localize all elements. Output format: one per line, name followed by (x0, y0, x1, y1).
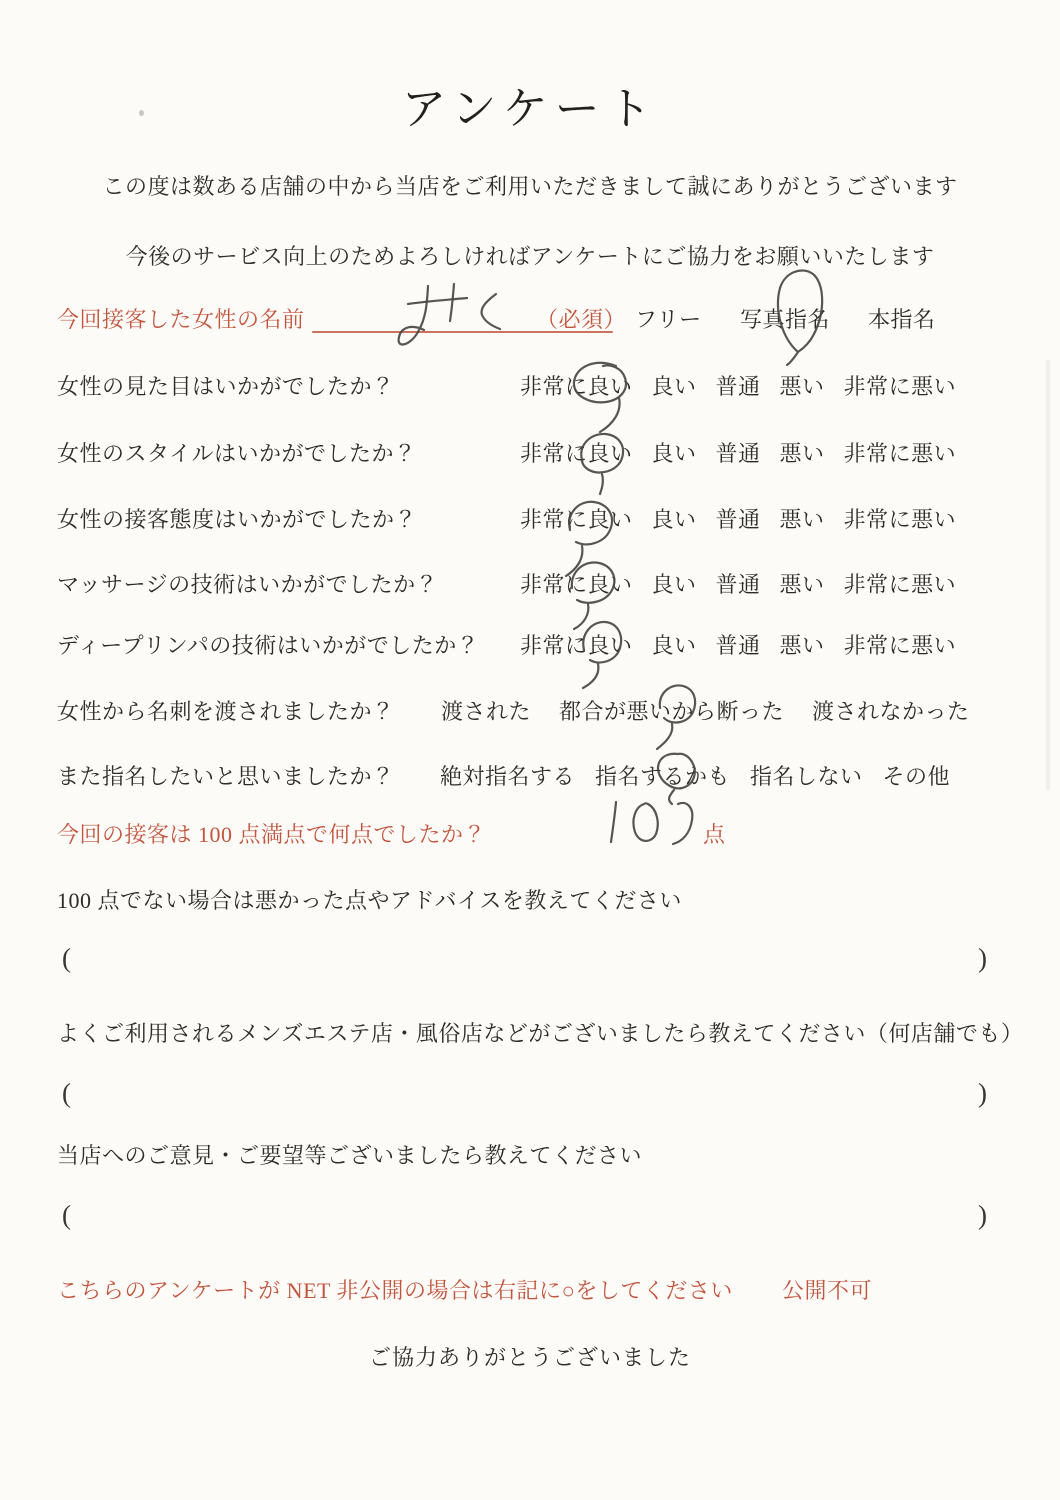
open-question-1-bracket-close: ) (978, 943, 987, 973)
question-7-label: また指名したいと思いましたか？ (57, 764, 395, 789)
intro-line-2: 今後のサービス向上のためよろしければアンケートにご協力をお願いいたします (125, 244, 935, 269)
q5-option-1: 非常に良い (520, 633, 633, 658)
q6-option-3: 渡されなかった (812, 699, 970, 724)
option-free: フリー (635, 307, 702, 332)
q7-option-2: 指名するかも (595, 764, 731, 789)
circle-mark-q6 (650, 680, 702, 752)
q5-option-5: 非常に悪い (843, 633, 957, 658)
q1-option-2: 良い (651, 374, 697, 399)
q1-option-4: 悪い (779, 374, 825, 399)
option-photo-shimei: 写真指名 (740, 307, 831, 332)
q4-option-5: 非常に悪い (843, 572, 957, 597)
q2-option-5: 非常に悪い (843, 441, 957, 466)
q4-option-1: 非常に良い (520, 572, 633, 597)
question-3-label: 女性の接客態度はいかがでしたか？ (57, 507, 418, 532)
q3-option-2: 良い (651, 507, 697, 532)
q1-option-5: 非常に悪い (843, 374, 957, 399)
intro-line-1: この度は数ある店舗の中から当店をご利用いただきまして誠にありがとうございます (102, 174, 958, 199)
q4-option-2: 良い (651, 572, 697, 597)
privacy-note-label: こちらのアンケートが NET 非公開の場合は右記に○をしてください (57, 1278, 733, 1303)
question-6-label: 女性から名刺を渡されましたか？ (57, 699, 395, 724)
q3-option-3: 普通 (715, 507, 761, 532)
q5-option-3: 普通 (715, 633, 761, 658)
circle-mark-photo-shimei (768, 266, 832, 366)
handwritten-score-100 (596, 790, 711, 852)
q3-option-5: 非常に悪い (843, 507, 957, 532)
q5-option-2: 良い (651, 633, 697, 658)
page-title: アンケート (401, 84, 659, 134)
required-note: （必須） (536, 307, 627, 332)
q2-option-2: 良い (651, 441, 697, 466)
q6-option-1: 渡された (441, 699, 532, 724)
q4-option-3: 普通 (715, 572, 761, 597)
open-question-1-bracket-open: ( (62, 943, 71, 973)
handwritten-name (388, 272, 538, 367)
open-question-2-bracket-close: ) (978, 1078, 987, 1108)
open-question-3-bracket-close: ) (978, 1200, 987, 1230)
score-question-label: 今回の接客は 100 点満点で何点でしたか？ (57, 822, 487, 847)
q1-option-1: 非常に良い (520, 374, 633, 399)
q7-option-1: 絶対指名する (440, 764, 576, 789)
q6-option-2: 都合が悪いから断った (559, 699, 785, 724)
question-2-label: 女性のスタイルはいかがでしたか？ (57, 441, 417, 466)
privacy-option-no-publish: 公開不可 (782, 1278, 873, 1303)
open-question-3-label: 当店へのご意見・ご要望等ございましたら教えてください (57, 1143, 643, 1168)
question-1-label: 女性の見た目はいかがでしたか？ (57, 374, 395, 399)
q3-option-1: 非常に良い (520, 507, 633, 532)
q4-option-4: 悪い (779, 572, 825, 597)
q2-option-1: 非常に良い (520, 441, 633, 466)
open-question-3-bracket-open: ( (62, 1200, 71, 1230)
circle-mark-q5 (574, 616, 628, 692)
scan-artifact-streak (1046, 360, 1050, 790)
therapist-name-label: 今回接客した女性の名前 (57, 307, 305, 332)
q2-option-4: 悪い (779, 441, 825, 466)
q7-option-3: 指名しない (750, 764, 863, 789)
score-unit-label: 点 (703, 822, 726, 847)
closing-thanks: ご協力ありがとうございました (368, 1345, 691, 1370)
q3-option-4: 悪い (779, 507, 825, 532)
q7-option-4: その他 (882, 764, 951, 789)
question-6-options (441, 695, 970, 726)
open-question-2-label: よくご利用されるメンズエステ店・風俗店などがございましたら教えてください（何店舗でも） (57, 1021, 1024, 1046)
question-5-label: ディープリンパの技術はいかがでしたか？ (57, 633, 480, 658)
circle-mark-q1 (566, 358, 641, 436)
option-hon-shimei: 本指名 (868, 307, 936, 332)
circle-mark-q2 (572, 428, 630, 496)
open-question-2-bracket-open: ( (62, 1078, 71, 1108)
open-question-1-label: 100 点でない場合は悪かった点やアドバイスを教えてください (57, 888, 682, 913)
q2-option-3: 普通 (715, 441, 761, 466)
question-4-label: マッサージの技術はいかがでしたか？ (57, 572, 439, 597)
q5-option-4: 悪い (779, 633, 825, 658)
q1-option-3: 普通 (715, 374, 761, 399)
